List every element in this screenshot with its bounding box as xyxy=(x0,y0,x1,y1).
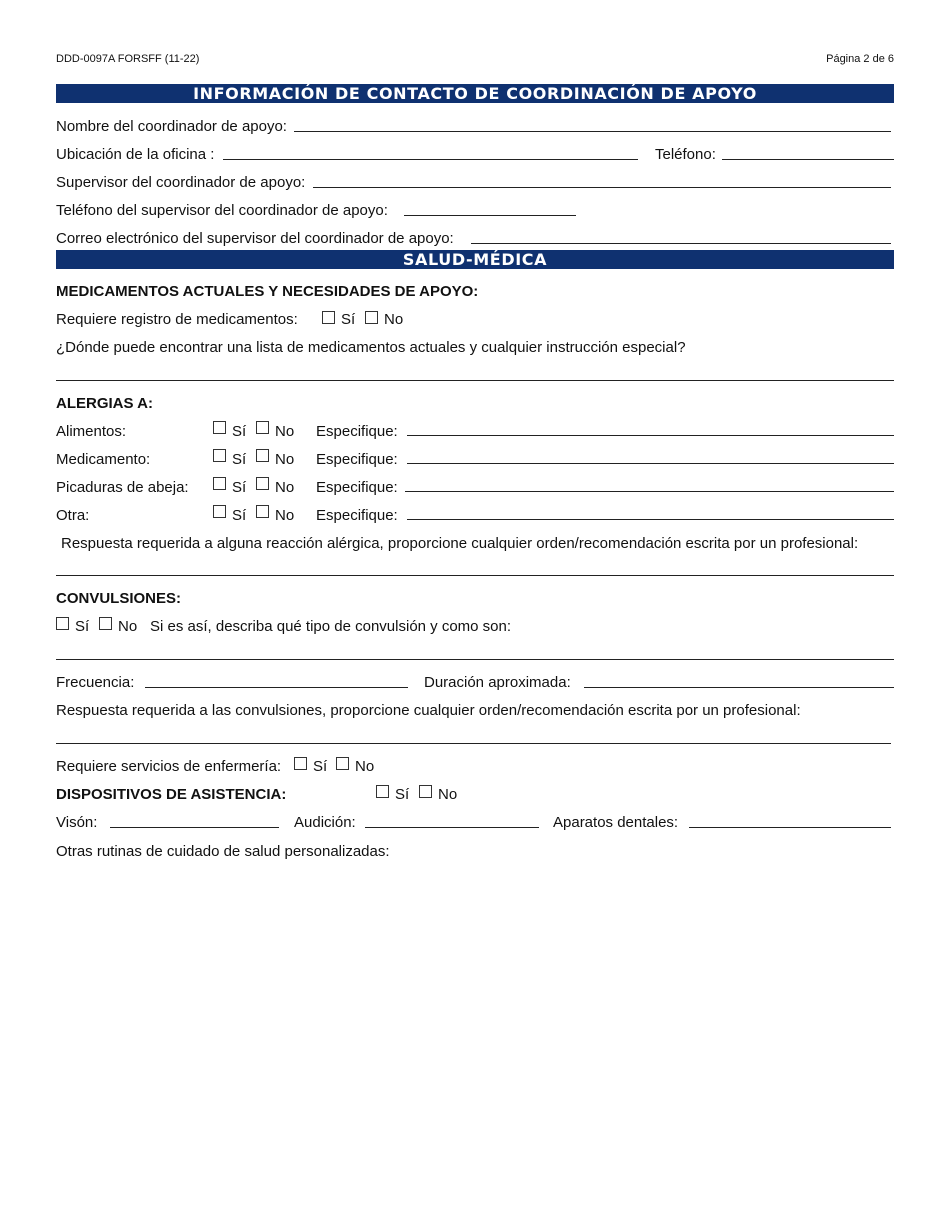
meds-log-yes-label: Sí xyxy=(341,311,356,328)
allergy-food-no-checkbox[interactable] xyxy=(256,421,269,434)
meds-log-no-checkbox[interactable] xyxy=(365,311,378,324)
allergy-food-specify-field[interactable] xyxy=(407,435,894,436)
devices-no-checkbox[interactable] xyxy=(419,785,432,798)
allergy-medication-no-label: No xyxy=(275,451,295,468)
allergy-bee-label: Picaduras de abeja: xyxy=(56,479,189,496)
allergy-other-specify-field[interactable] xyxy=(407,519,894,520)
allergy-bee-specify-field[interactable] xyxy=(405,491,894,492)
meds-list-question: ¿Dónde puede encontrar una lista de medicamentos actuales y cualquier instrucción especial? xyxy=(56,339,686,356)
meds-log-no-label: No xyxy=(384,311,404,328)
supervisor-phone-label: Teléfono del supervisor del coordinador de apoyo: xyxy=(56,202,388,219)
supervisor-email-label: Correo electrónico del supervisor del coordinador de apoyo: xyxy=(56,230,454,247)
allergy-bee-no-label: No xyxy=(275,479,295,496)
allergy-food-yes-checkbox[interactable] xyxy=(213,421,226,434)
allergy-medication-yes-label: Sí xyxy=(232,451,247,468)
meds-log-label: Requiere registro de medicamentos: xyxy=(56,311,298,328)
supervisor-email-field[interactable] xyxy=(471,243,891,244)
allergy-response-field[interactable] xyxy=(56,575,894,576)
office-location-field[interactable] xyxy=(223,159,638,160)
coordinator-name-label: Nombre del coordinador de apoyo: xyxy=(56,118,287,135)
hearing-field[interactable] xyxy=(365,827,539,828)
phone-field[interactable] xyxy=(722,159,894,160)
nursing-yes-checkbox[interactable] xyxy=(294,757,307,770)
nursing-no-label: No xyxy=(355,758,375,775)
duration-field[interactable] xyxy=(584,687,894,688)
allergy-other-label: Otra: xyxy=(56,507,90,524)
allergy-medication-yes-checkbox[interactable] xyxy=(213,449,226,462)
page-number: Página 2 de 6 xyxy=(826,53,894,65)
seizure-response-field[interactable] xyxy=(56,743,891,744)
nursing-label: Requiere servicios de enfermería: xyxy=(56,758,282,775)
hearing-label: Audición: xyxy=(294,814,356,831)
meds-log-yes-checkbox[interactable] xyxy=(322,311,335,324)
allergy-food-no-label: No xyxy=(275,423,295,440)
seizure-no-label: No xyxy=(118,618,138,635)
frequency-label: Frecuencia: xyxy=(56,674,135,691)
vision-label: Visón: xyxy=(56,814,98,831)
allergies-heading: ALERGIAS A: xyxy=(56,395,153,412)
dental-field[interactable] xyxy=(689,827,891,828)
vision-field[interactable] xyxy=(110,827,279,828)
allergy-other-yes-checkbox[interactable] xyxy=(213,505,226,518)
seizure-response-label: Respuesta requerida a las convulsiones, proporcione cualquier orden/recomendación escrita por un profesional: xyxy=(56,702,801,719)
meds-heading: MEDICAMENTOS ACTUALES Y NECESIDADES DE APOYO: xyxy=(56,283,479,300)
allergy-other-yes-label: Sí xyxy=(232,507,247,524)
coordinator-name-field[interactable] xyxy=(294,131,891,132)
nursing-no-checkbox[interactable] xyxy=(336,757,349,770)
allergy-food-label: Alimentos: xyxy=(56,423,127,440)
other-routines-label: Otras rutinas de cuidado de salud personalizadas: xyxy=(56,843,390,860)
supervisor-field[interactable] xyxy=(313,187,891,188)
duration-label: Duración aproximada: xyxy=(424,674,571,691)
allergy-bee-yes-checkbox[interactable] xyxy=(213,477,226,490)
allergy-other-no-checkbox[interactable] xyxy=(256,505,269,518)
allergy-medication-no-checkbox[interactable] xyxy=(256,449,269,462)
seizure-describe-label: Si es así, describa qué tipo de convulsión y como son: xyxy=(150,618,512,635)
allergy-medication-label: Medicamento: xyxy=(56,451,151,468)
supervisor-label: Supervisor del coordinador de apoyo: xyxy=(56,174,306,191)
devices-no-label: No xyxy=(438,786,458,803)
health-section-header: SALUD-MÉDICA xyxy=(56,250,894,269)
office-location-label: Ubicación de la oficina : xyxy=(56,146,215,163)
allergy-medication-specify-field[interactable] xyxy=(407,463,894,464)
seizure-no-checkbox[interactable] xyxy=(99,617,112,630)
supervisor-phone-field[interactable] xyxy=(404,215,576,216)
seizure-describe-field[interactable] xyxy=(56,659,894,660)
phone-label: Teléfono: xyxy=(655,146,716,163)
allergy-bee-specify-label: Especifique: xyxy=(316,479,398,496)
allergy-food-specify-label: Especifique: xyxy=(316,423,398,440)
dental-label: Aparatos dentales: xyxy=(553,814,679,831)
allergy-bee-yes-label: Sí xyxy=(232,479,247,496)
allergy-food-yes-label: Sí xyxy=(232,423,247,440)
form-code: DDD-0097A FORSFF (11-22) xyxy=(56,53,200,65)
allergy-bee-no-checkbox[interactable] xyxy=(256,477,269,490)
devices-yes-label: Sí xyxy=(395,786,410,803)
contact-section-header: INFORMACIÓN DE CONTACTO DE COORDINACIÓN DE APOYO xyxy=(56,84,894,103)
allergy-response-label: Respuesta requerida a alguna reacción alérgica, proporcione cualquier orden/recomendación escrita por un profesional: xyxy=(61,535,859,552)
nursing-yes-label: Sí xyxy=(313,758,328,775)
allergy-medication-specify-label: Especifique: xyxy=(316,451,398,468)
seizures-heading: CONVULSIONES: xyxy=(56,590,182,607)
frequency-field[interactable] xyxy=(145,687,408,688)
allergy-other-specify-label: Especifique: xyxy=(316,507,398,524)
allergy-other-no-label: No xyxy=(275,507,295,524)
devices-yes-checkbox[interactable] xyxy=(376,785,389,798)
meds-list-field[interactable] xyxy=(56,380,894,381)
seizure-yes-label: Sí xyxy=(75,618,90,635)
devices-heading: DISPOSITIVOS DE ASISTENCIA: xyxy=(56,786,287,803)
seizure-yes-checkbox[interactable] xyxy=(56,617,69,630)
